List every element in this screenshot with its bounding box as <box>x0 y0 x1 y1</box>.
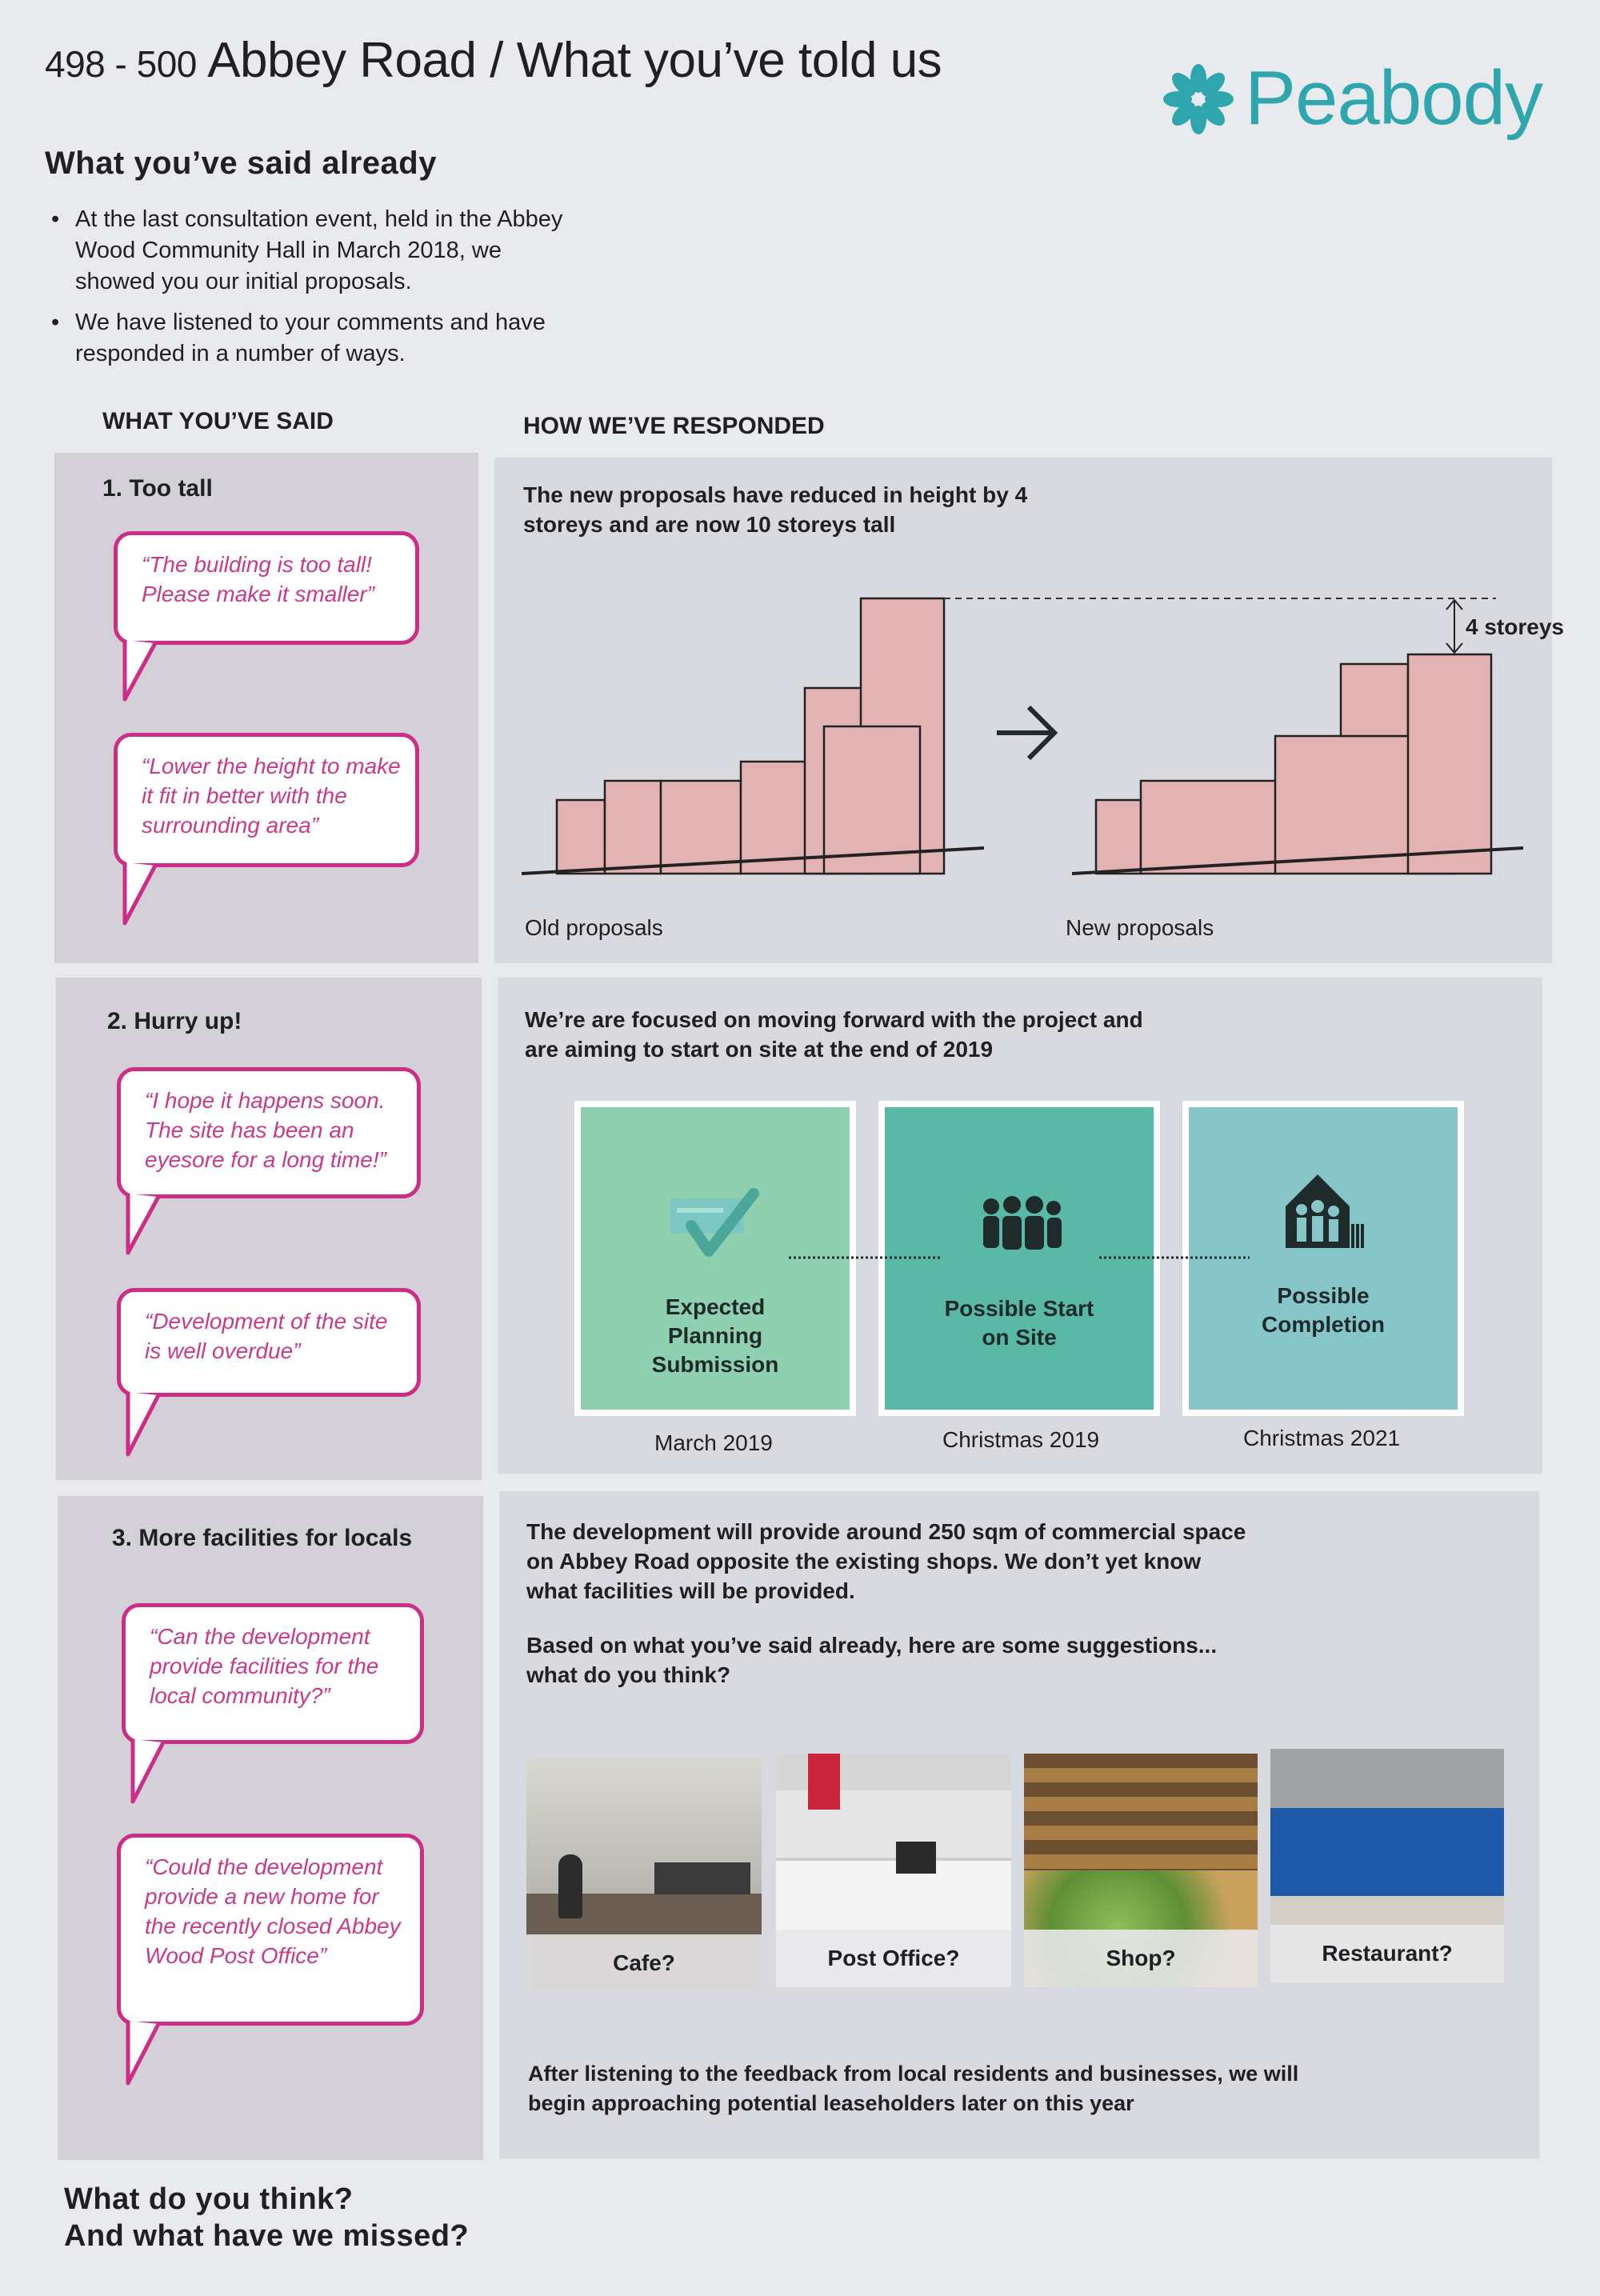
section-3-closing: After listening to the feedback from local residents and businesses, we will begin approaching potential leaseholders later on this year <box>528 2062 1299 2115</box>
address-number: 498 - 500 <box>45 43 197 85</box>
quote-bubble <box>114 733 419 867</box>
intro-heading: What you’ve said already <box>45 146 437 181</box>
difference-label: 4 storeys <box>1466 614 1564 639</box>
peabody-logo <box>1158 48 1566 160</box>
section-2-heading: 2. Hurry up! <box>107 1008 242 1034</box>
section-1-response: The new proposals have reduced in height by 4 storeys and are now 10 storeys tall <box>523 482 1028 537</box>
planning-check-icon <box>667 1184 763 1272</box>
section-3-suggestion-intro: Based on what you’ve said already, here are some suggestions... what do you think? <box>526 1633 1218 1687</box>
old-building <box>557 598 944 874</box>
quote-bubble <box>122 1603 424 1744</box>
page-title <box>45 32 942 89</box>
intro-bullets <box>51 204 563 379</box>
section-2-response: We’re are focused on moving forward with the project and are aiming to start on site at the end of 2019 <box>525 1007 1143 1062</box>
suggestion-label: Restaurant? <box>1270 1925 1504 1982</box>
suggestion-card-shop <box>1024 1754 1258 1987</box>
old-proposals-label: Old proposals <box>525 915 663 940</box>
bubble-tail <box>117 1194 165 1258</box>
suggestion-label: Shop? <box>1024 1930 1258 1987</box>
intro-bullet: • We have listened to your comments and have responded in a number of ways. <box>51 307 563 370</box>
section-1-heading: 1. Too tall <box>102 475 213 502</box>
left-column-heading: WHAT YOU’VE SAID <box>102 408 334 434</box>
footer-line: What do you think? <box>64 2182 354 2216</box>
quote-text: “Development of the site is well overdue” <box>145 1309 388 1363</box>
right-arrow-icon <box>997 707 1054 758</box>
new-proposals-label: New proposals <box>1066 915 1214 940</box>
quote-bubble <box>117 1834 424 2026</box>
house-family-icon <box>1279 1168 1367 1256</box>
suggestion-label: Cafe? <box>526 1934 762 1992</box>
right-column-heading: HOW WE’VE RESPONDED <box>523 413 825 439</box>
stage-label: Possible Completion <box>1262 1283 1385 1337</box>
stage-date: Christmas 2021 <box>1243 1426 1401 1450</box>
stage-label: Expected Planning Submission <box>651 1294 779 1377</box>
footer-question <box>64 2181 469 2254</box>
stage-date: Christmas 2019 <box>942 1427 1100 1452</box>
quote-bubble <box>117 1288 421 1397</box>
stage-label: Possible Start on Site <box>944 1296 1094 1350</box>
quote-text: “Lower the height to make it fit in better with the surrounding area” <box>142 754 401 838</box>
intro-bullet: • At the last consultation event, held in the Abbey Wood Community Hall in March 2018, we showed you our initial proposals. <box>51 204 563 298</box>
construction-workers-icon <box>975 1195 1063 1251</box>
quote-bubble <box>114 531 419 645</box>
suggestion-label: Post Office? <box>776 1930 1011 1987</box>
height-comparison-diagram <box>512 576 1544 896</box>
quote-text: “Could the development provide a new home for the recently closed Abbey Wood Post Office” <box>145 1854 401 1968</box>
suggestion-card-post-office <box>776 1754 1011 1987</box>
quote-text: “I hope it happens soon. The site has been an eyesore for a long time!” <box>145 1088 386 1172</box>
quote-text: “The building is too tall! Please make it smaller” <box>142 552 374 606</box>
bubble-tail <box>117 1392 165 1459</box>
footer-line: And what have we missed? <box>64 2219 470 2253</box>
quote-text: “Can the development provide facilities for the local community?” <box>150 1624 379 1708</box>
bubble-tail <box>114 640 162 704</box>
logo-text: Peabody <box>1245 55 1542 141</box>
section-3-heading: 3. More facilities for locals <box>112 1525 413 1551</box>
flower-logo-icon <box>1158 59 1238 139</box>
quote-bubble <box>117 1067 421 1198</box>
bubble-tail <box>122 1739 170 1806</box>
section-3-response: The development will provide around 250 sqm of commercial space on Abbey Road opposite the existing shops. We don’t yet know what facilities will be provided. <box>526 1519 1246 1603</box>
bubble-tail <box>114 862 162 928</box>
dimension-marker <box>1446 600 1462 653</box>
timeline-connector <box>789 1256 1485 1259</box>
bubble-tail <box>117 2021 165 2088</box>
new-building <box>1096 654 1491 874</box>
title-text: Abbey Road / What you’ve told us <box>207 33 942 88</box>
suggestion-card-cafe <box>526 1758 762 1992</box>
stage-date: March 2019 <box>654 1430 773 1455</box>
suggestion-card-restaurant <box>1270 1749 1504 1982</box>
